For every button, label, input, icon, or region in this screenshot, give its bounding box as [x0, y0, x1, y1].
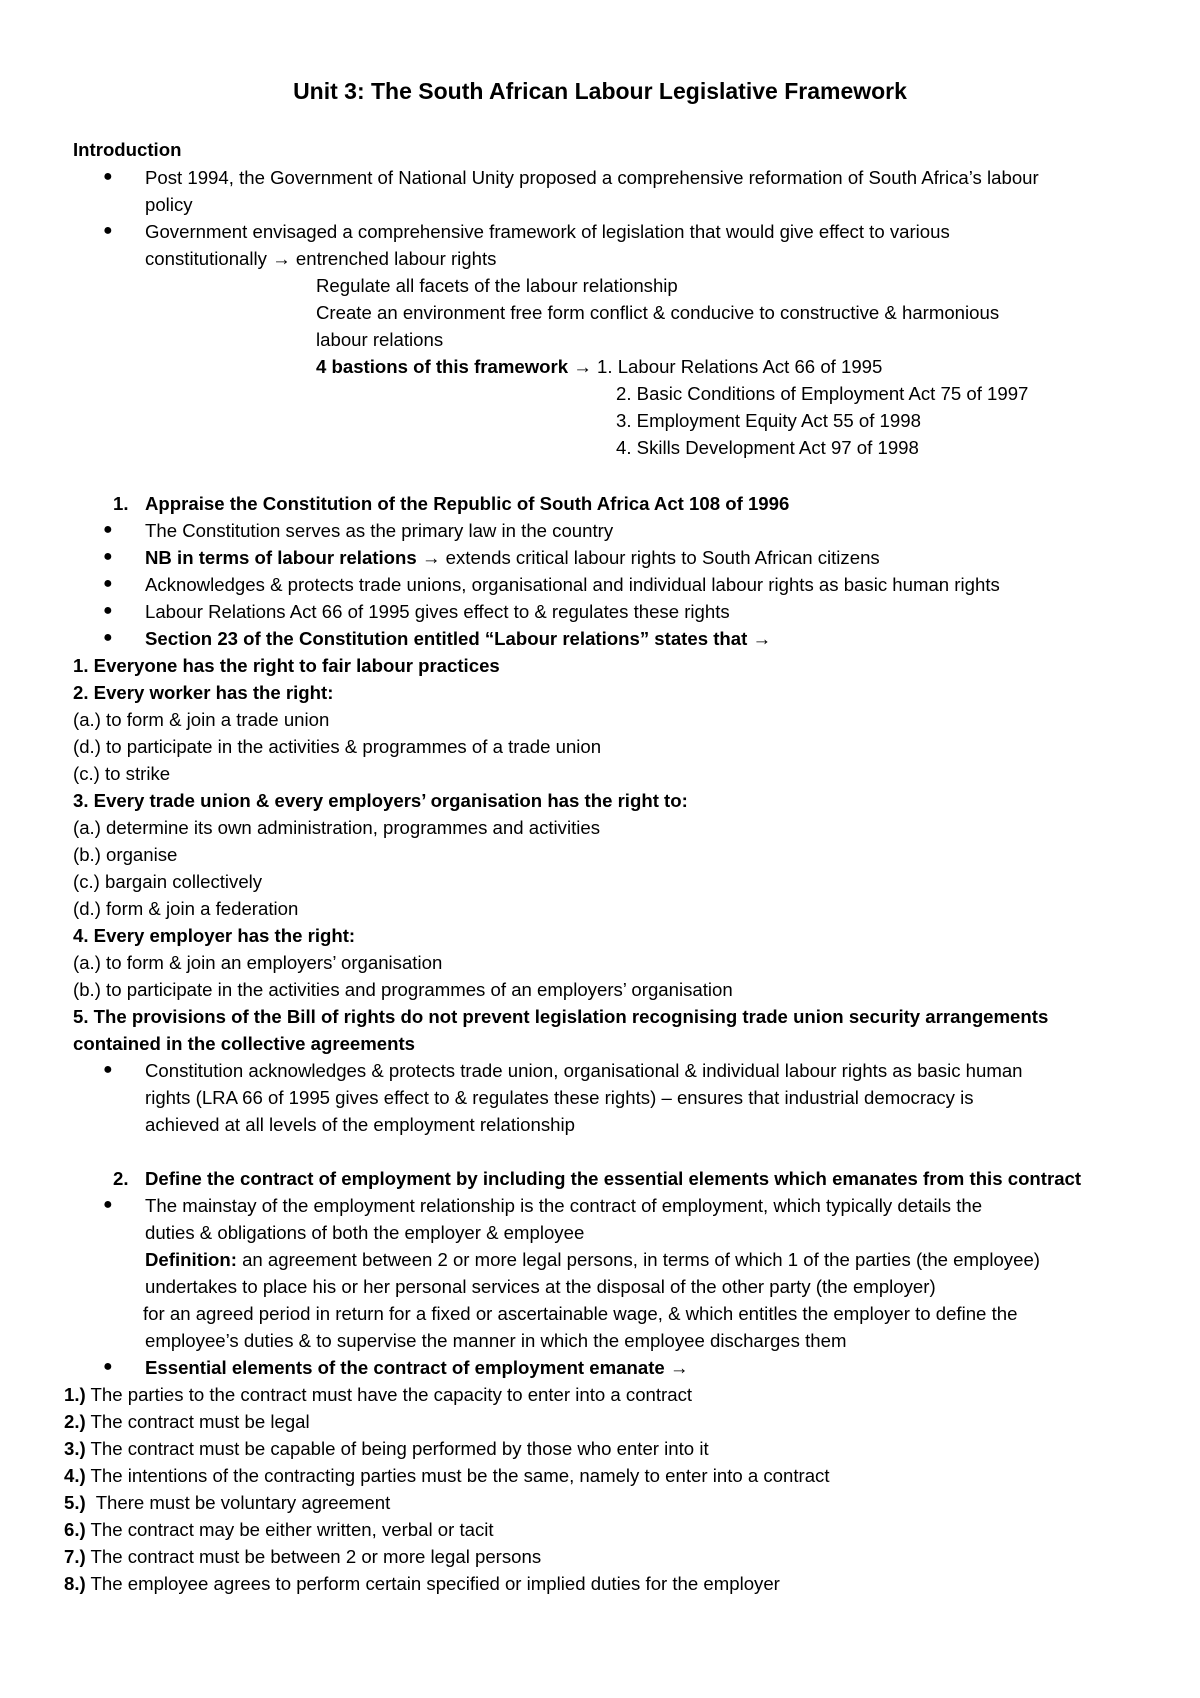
provision-2c: (c.) to strike	[73, 763, 171, 784]
bullet-icon: ●	[103, 1196, 113, 1213]
s1-bullet-4: Labour Relations Act 66 of 1995 gives effect to & regulates these rights	[145, 601, 730, 622]
bastions-line	[316, 353, 882, 380]
element-8	[64, 1570, 780, 1597]
page-title: Unit 3: The South African Labour Legislative Framework	[293, 78, 907, 104]
s1-bullet-5: Section 23 of the Constitution entitled “Labour relations” states that →	[145, 628, 772, 649]
intro-bullet-1-line-2: policy	[145, 194, 193, 215]
provision-4b: (b.) to participate in the activities and programmes of an employers’ organisation	[73, 979, 733, 1000]
s1-bullet-2-rest: → extends critical labour rights to South African citizens	[416, 547, 880, 568]
provision-2d: (d.) to participate in the activities & programmes of a trade union	[73, 736, 602, 757]
bullet-icon: ●	[103, 1358, 113, 1375]
s1-bullet-2	[145, 544, 880, 571]
bastions-arrow: →	[568, 356, 598, 377]
essential-elements-heading: Essential elements of the contract of employment emanate →	[145, 1357, 689, 1378]
bullet-icon: ●	[103, 222, 113, 239]
element-text: The contract must be legal	[85, 1411, 310, 1432]
element-number: 5.)	[64, 1492, 86, 1513]
bullet-icon: ●	[103, 575, 113, 592]
constitution-bullet-line-1: Constitution acknowledges & protects trade union, organisational & individual labour rights as basic human	[145, 1060, 1023, 1081]
intro-bullet-1-line-1: Post 1994, the Government of National Unity proposed a comprehensive reformation of South Africa’s labour	[145, 167, 1039, 188]
element-number: 7.)	[64, 1546, 86, 1567]
element-number: 1.)	[64, 1384, 86, 1405]
act-4: 4. Skills Development Act 97 of 1998	[616, 437, 919, 458]
element-number: 6.)	[64, 1519, 86, 1540]
provision-3d: (d.) form & join a federation	[73, 898, 299, 919]
element-6	[64, 1516, 494, 1543]
section-2-number: 2.	[113, 1168, 129, 1189]
provision-2a: (a.) to form & join a trade union	[73, 709, 330, 730]
provision-3b: (b.) organise	[73, 844, 178, 865]
act-1: 1. Labour Relations Act 66 of 1995	[597, 356, 883, 377]
definition-line-1	[145, 1246, 1040, 1273]
s1-bullet-2-bold: NB in terms of labour relations	[145, 547, 417, 568]
constitution-bullet-line-2: rights (LRA 66 of 1995 gives effect to & regulates these rights) – ensures that industrial democracy is	[145, 1087, 974, 1108]
constitution-bullet-line-3: achieved at all levels of the employment relationship	[145, 1114, 575, 1135]
bullet-icon: ●	[103, 629, 113, 646]
bullet-icon: ●	[103, 548, 113, 565]
element-7	[64, 1543, 541, 1570]
bullet-icon: ●	[103, 602, 113, 619]
provision-2: 2. Every worker has the right:	[73, 682, 334, 703]
provision-3: 3. Every trade union & every employers’ organisation has the right to:	[73, 790, 688, 811]
s1-bullet-1: The Constitution serves as the primary law in the country	[145, 520, 614, 541]
bullet-icon: ●	[103, 521, 113, 538]
bullet-icon: ●	[103, 168, 113, 185]
act-2: 2. Basic Conditions of Employment Act 75 of 1997	[616, 383, 1029, 404]
element-1	[64, 1381, 692, 1408]
bullet-icon: ●	[103, 1061, 113, 1078]
intro-bullet-2-line-1: Government envisaged a comprehensive framework of legislation that would give effect to various	[145, 221, 950, 242]
bastions-label: 4 bastions of this framework	[316, 356, 569, 377]
element-2	[64, 1408, 310, 1435]
element-number: 8.)	[64, 1573, 86, 1594]
regulate-line: Regulate all facets of the labour relationship	[316, 275, 678, 296]
element-text: The contract must be capable of being performed by those who enter into it	[85, 1438, 709, 1459]
definition-label: Definition:	[145, 1249, 237, 1270]
element-4	[64, 1462, 830, 1489]
element-5	[64, 1489, 390, 1516]
mainstay-line-1: The mainstay of the employment relationship is the contract of employment, which typically details the	[145, 1195, 983, 1216]
provision-1: 1. Everyone has the right to fair labour practices	[73, 655, 500, 676]
section-1-heading: Appraise the Constitution of the Republic of South Africa Act 108 of 1996	[145, 493, 790, 514]
element-text: The contract may be either written, verbal or tacit	[85, 1519, 494, 1540]
provision-3a: (a.) determine its own administration, programmes and activities	[73, 817, 601, 838]
element-number: 3.)	[64, 1438, 86, 1459]
definition-line-3: for an agreed period in return for a fixed or ascertainable wage, & which entitles the employer to define the	[143, 1303, 1018, 1324]
element-number: 2.)	[64, 1411, 86, 1432]
definition-line-4: employee’s duties & to supervise the manner in which the employee discharges them	[145, 1330, 847, 1351]
element-text: The employee agrees to perform certain specified or implied duties for the employer	[85, 1573, 780, 1594]
section-1-number: 1.	[113, 493, 129, 514]
section-2-heading: Define the contract of employment by including the essential elements which emanates from this contract	[145, 1168, 1082, 1189]
provision-3c: (c.) bargain collectively	[73, 871, 263, 892]
element-text: The intentions of the contracting parties must be the same, namely to enter into a contract	[85, 1465, 830, 1486]
definition-line-2: undertakes to place his or her personal services at the disposal of the other party (the employer)	[145, 1276, 936, 1297]
element-text: There must be voluntary agreement	[85, 1492, 391, 1513]
mainstay-line-2: duties & obligations of both the employer & employee	[145, 1222, 585, 1243]
provision-4a: (a.) to form & join an employers’ organisation	[73, 952, 443, 973]
element-3	[64, 1435, 709, 1462]
element-text: The parties to the contract must have the capacity to enter into a contract	[85, 1384, 693, 1405]
act-3: 3. Employment Equity Act 55 of 1998	[616, 410, 921, 431]
s1-bullet-3: Acknowledges & protects trade unions, organisational and individual labour rights as basic human rights	[145, 574, 1000, 595]
intro-bullet-2-line-2: constitutionally → entrenched labour rights	[145, 248, 497, 269]
provision-4: 4. Every employer has the right:	[73, 925, 356, 946]
provision-5-line-2: contained in the collective agreements	[73, 1033, 416, 1054]
create-line-2: labour relations	[316, 329, 444, 350]
create-line-1: Create an environment free form conflict & conducive to constructive & harmonious	[316, 302, 1000, 323]
element-text: The contract must be between 2 or more legal persons	[85, 1546, 542, 1567]
definition-text: an agreement between 2 or more legal persons, in terms of which 1 of the parties (the employee)	[236, 1249, 1040, 1270]
provision-5-line-1: 5. The provisions of the Bill of rights do not prevent legislation recognising trade union security arrangements	[73, 1006, 1049, 1027]
intro-heading: Introduction	[73, 139, 182, 160]
element-number: 4.)	[64, 1465, 86, 1486]
